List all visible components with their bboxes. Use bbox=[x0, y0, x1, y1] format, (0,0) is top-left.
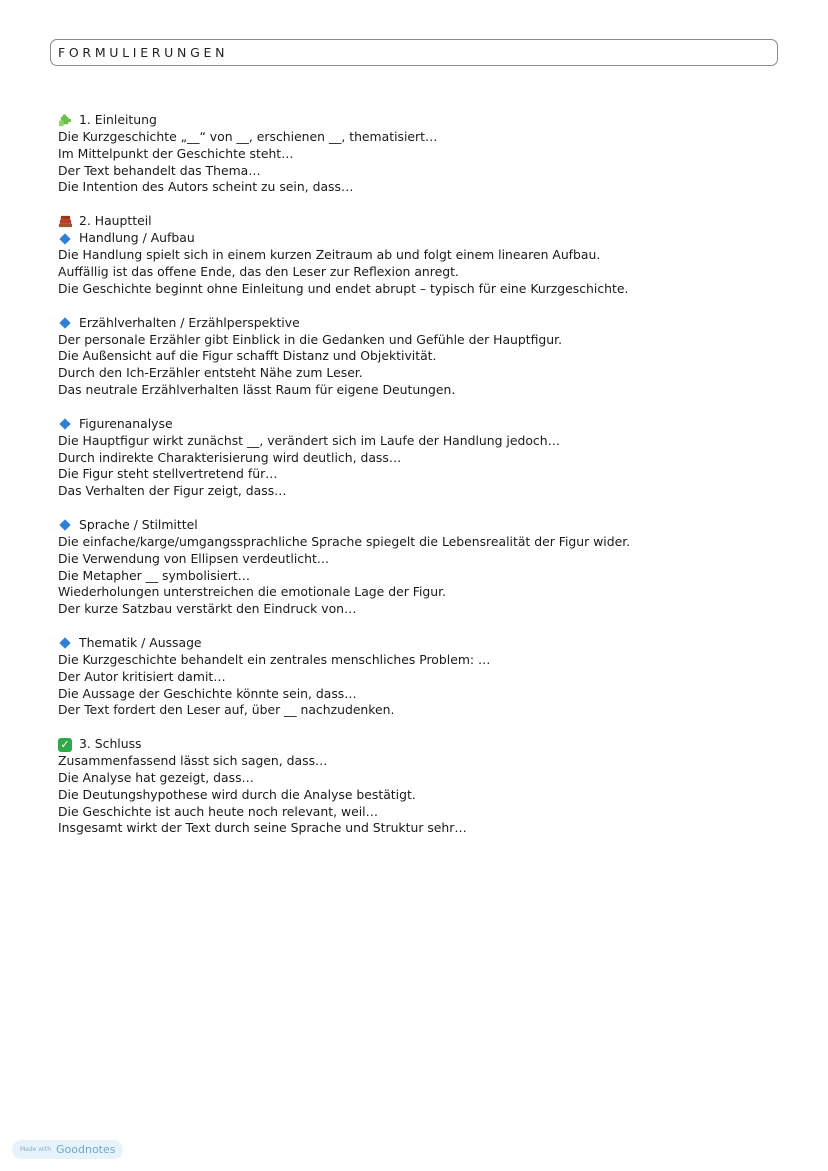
section-erzaehlverhalten bbox=[58, 315, 798, 399]
text-line: Auffällig ist das offene Ende, das den Leser zur Reflexion anregt. bbox=[58, 263, 459, 279]
text-line: Die Kurzgeschichte „__“ von __, erschienen __, thematisiert… bbox=[58, 129, 438, 144]
subsection-heading-label: Thematik / Aussage bbox=[79, 635, 202, 651]
subsection-heading bbox=[58, 416, 798, 433]
text-line: Die Deutungshypothese wird durch die Analyse bestätigt. bbox=[58, 786, 416, 802]
section-heading bbox=[58, 112, 798, 129]
section-heading-label: 1. Einleitung bbox=[79, 112, 157, 128]
books-icon bbox=[58, 214, 74, 229]
text-line: Die Geschichte beginnt ohne Einleitung und endet abrupt – typisch für eine Kurzgeschichte. bbox=[58, 280, 629, 296]
text-line: Das Verhalten der Figur zeigt, dass… bbox=[58, 483, 287, 499]
subsection-heading bbox=[58, 635, 798, 652]
text-line: Die Kurzgeschichte behandelt ein zentrales menschliches Problem: … bbox=[58, 651, 491, 667]
section-heading-label: 3. Schluss bbox=[79, 736, 142, 752]
text-line: Das neutrale Erzählverhalten lässt Raum für eigene Deutungen. bbox=[58, 381, 456, 397]
text-line: Die Geschichte ist auch heute noch relevant, weil… bbox=[58, 803, 379, 819]
text-line: Die Außensicht auf die Figur schafft Distanz und Objektivität. bbox=[58, 348, 437, 364]
section-heading-label: 2. Hauptteil bbox=[79, 213, 152, 229]
title-box bbox=[50, 39, 778, 66]
text-line: Insgesamt wirkt der Text durch seine Sprache und Struktur sehr… bbox=[58, 820, 467, 836]
subsection-heading-label: Handlung / Aufbau bbox=[79, 230, 195, 246]
section-figurenanalyse bbox=[58, 416, 798, 500]
text-line: Die Aussage der Geschichte könnte sein, dass… bbox=[58, 685, 357, 701]
text-line: Die Metapher __ symbolisiert… bbox=[58, 567, 251, 583]
check-icon: ✓ bbox=[58, 738, 72, 752]
text-line: Durch indirekte Charakterisierung wird deutlich, dass… bbox=[58, 449, 402, 465]
text-line: Die Figur steht stellvertretend für… bbox=[58, 466, 278, 482]
text-line: Die Verwendung von Ellipsen verdeutlicht… bbox=[58, 550, 330, 566]
brand-label: Goodnotes bbox=[56, 1143, 116, 1156]
diamond-icon bbox=[59, 317, 70, 328]
section-hauptteil bbox=[58, 213, 798, 297]
section-thematik bbox=[58, 635, 798, 719]
text-line: Die Hauptfigur wirkt zunächst __, verändert sich im Laufe der Handlung jedoch… bbox=[58, 432, 560, 448]
section-heading bbox=[58, 736, 798, 753]
page-title: FORMULIERUNGEN bbox=[58, 45, 229, 60]
subsection-heading-label: Figurenanalyse bbox=[79, 415, 173, 431]
document-body bbox=[58, 112, 798, 854]
subsection-heading bbox=[58, 230, 798, 247]
diamond-icon bbox=[59, 419, 70, 430]
diamond-icon bbox=[59, 520, 70, 531]
goodnotes-badge[interactable] bbox=[12, 1140, 123, 1159]
text-line: Die Handlung spielt sich in einem kurzen Zeitraum ab und folgt einem linearen Aufbau. bbox=[58, 247, 601, 263]
text-line: Die Intention des Autors scheint zu sein, dass… bbox=[58, 179, 354, 195]
text-line: Der personale Erzähler gibt Einblick in die Gedanken und Gefühle der Hauptfigur. bbox=[58, 331, 563, 347]
section-schluss bbox=[58, 736, 798, 837]
diamond-icon bbox=[59, 233, 70, 244]
puzzle-icon bbox=[58, 113, 74, 128]
text-line: Im Mittelpunkt der Geschichte steht… bbox=[58, 145, 294, 161]
text-line: Die Analyse hat gezeigt, dass… bbox=[58, 769, 254, 785]
text-line: Die einfache/karge/umgangssprachliche Sprache spiegelt die Lebensrealität der Figur wider. bbox=[58, 533, 631, 549]
text-line: Der kurze Satzbau verstärkt den Eindruck von… bbox=[58, 601, 357, 617]
text-line: Der Text fordert den Leser auf, über __ nachzudenken. bbox=[58, 702, 395, 718]
subsection-heading-label: Erzählverhalten / Erzählperspektive bbox=[79, 314, 300, 330]
section-sprache bbox=[58, 517, 798, 618]
text-line: Der Autor kritisiert damit… bbox=[58, 668, 226, 684]
text-line: Durch den Ich-Erzähler entsteht Nähe zum Leser. bbox=[58, 365, 363, 381]
section-heading bbox=[58, 213, 798, 230]
subsection-heading bbox=[58, 517, 798, 534]
subsection-heading-label: Sprache / Stilmittel bbox=[79, 517, 198, 533]
text-line: Der Text behandelt das Thema… bbox=[58, 162, 261, 178]
subsection-heading bbox=[58, 315, 798, 332]
made-with-label: Made with bbox=[20, 1146, 51, 1153]
diamond-icon bbox=[59, 638, 70, 649]
text-line: Wiederholungen unterstreichen die emotionale Lage der Figur. bbox=[58, 584, 447, 600]
text-line: Zusammenfassend lässt sich sagen, dass… bbox=[58, 753, 328, 769]
section-einleitung bbox=[58, 112, 798, 196]
